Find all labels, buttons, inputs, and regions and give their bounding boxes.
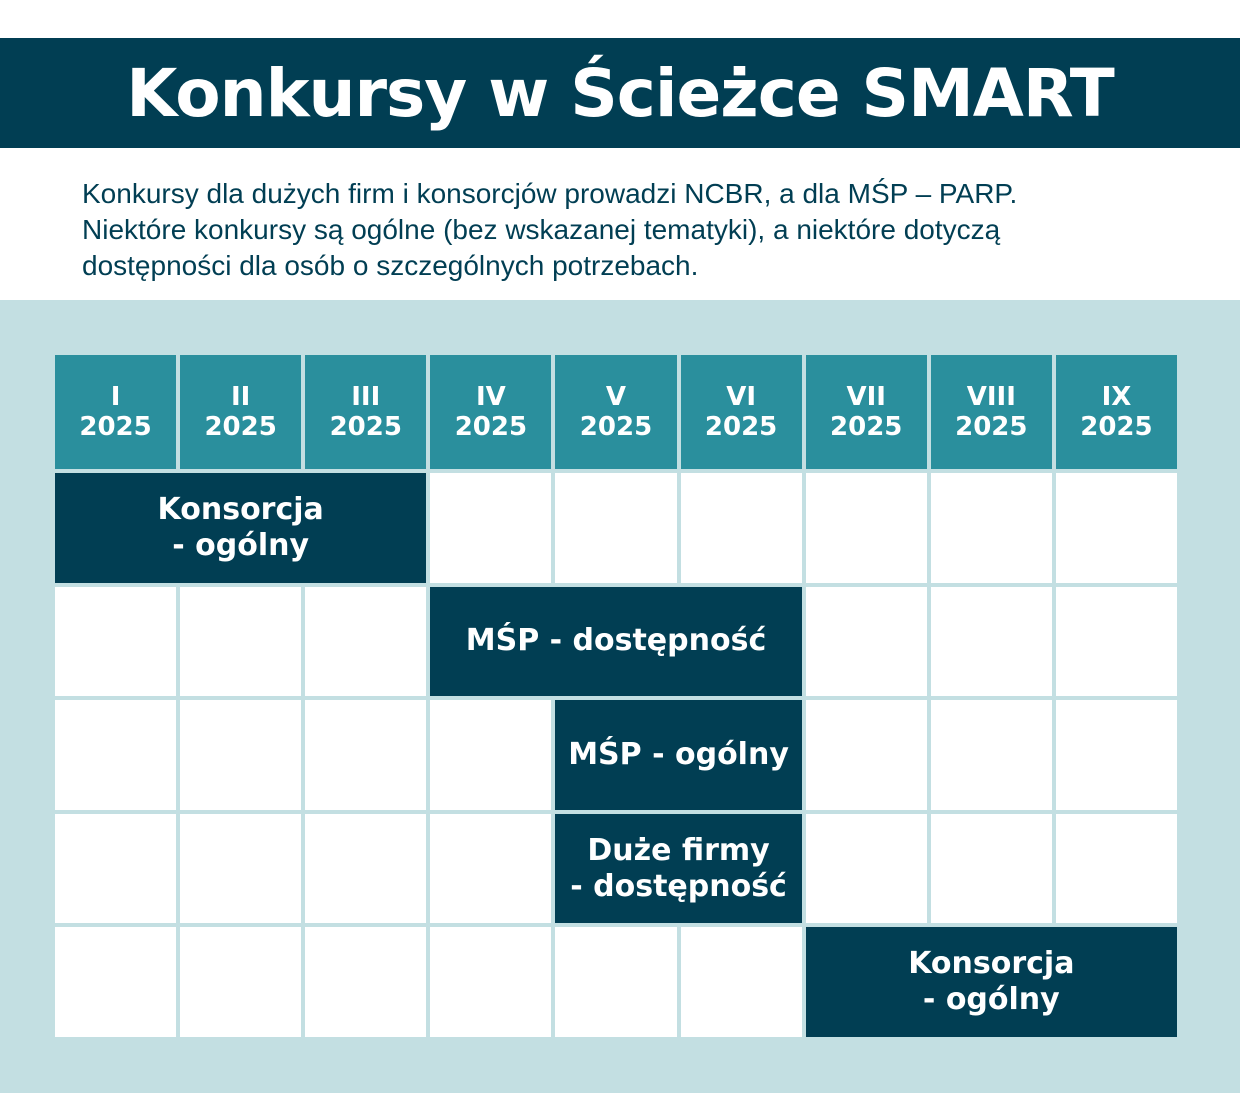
month-label: VI xyxy=(726,382,756,412)
month-label: III xyxy=(351,382,381,412)
empty-cell xyxy=(681,473,802,583)
empty-cell xyxy=(430,927,551,1037)
competition-bar: Konsorcja - ogólny xyxy=(55,473,426,583)
year-label: 2025 xyxy=(329,412,402,442)
empty-cell xyxy=(806,700,927,810)
month-label: I xyxy=(110,382,121,412)
empty-cell xyxy=(180,587,301,697)
subtitle-line-2: Niektóre konkursy są ogólne (bez wskazanej tematyki), a niektóre dotyczą xyxy=(82,214,1001,245)
year-label: 2025 xyxy=(204,412,277,442)
subtitle-line-3: dostępności dla osób o szczególnych potrzebach. xyxy=(82,250,699,281)
month-label: VII xyxy=(846,382,886,412)
empty-cell xyxy=(1056,587,1177,697)
month-header xyxy=(806,355,927,469)
month-label: V xyxy=(605,382,627,412)
year-label: 2025 xyxy=(454,412,528,442)
empty-cell xyxy=(430,700,551,810)
subtitle xyxy=(82,176,1192,284)
empty-cell xyxy=(430,473,551,583)
month-header xyxy=(180,355,301,469)
empty-cell xyxy=(806,814,927,924)
empty-cell xyxy=(806,587,927,697)
year-label: 2025 xyxy=(955,412,1028,442)
month-header xyxy=(55,355,176,469)
empty-cell xyxy=(305,587,426,697)
empty-cell xyxy=(430,814,551,924)
empty-cell xyxy=(931,587,1052,697)
competition-bar: Duże firmy - dostępność xyxy=(555,814,801,924)
competition-bar: Konsorcja - ogólny xyxy=(806,927,1177,1037)
empty-cell xyxy=(555,473,676,583)
empty-cell xyxy=(1056,473,1177,583)
competition-bar: MŚP - ogólny xyxy=(555,700,801,810)
year-label: 2025 xyxy=(704,412,778,442)
year-label: 2025 xyxy=(1080,412,1153,442)
month-header xyxy=(430,355,551,469)
month-label: IV xyxy=(475,382,506,412)
empty-cell xyxy=(555,927,676,1037)
competition-bar: MŚP - dostępność xyxy=(430,587,801,697)
empty-cell xyxy=(55,700,176,810)
empty-cell xyxy=(1056,700,1177,810)
empty-cell xyxy=(55,927,176,1037)
empty-cell xyxy=(180,814,301,924)
month-header xyxy=(931,355,1052,469)
month-header xyxy=(555,355,676,469)
empty-cell xyxy=(931,473,1052,583)
empty-cell xyxy=(180,927,301,1037)
empty-cell xyxy=(305,927,426,1037)
title-bar xyxy=(0,38,1240,148)
year-label: 2025 xyxy=(830,412,903,442)
empty-cell xyxy=(305,814,426,924)
page-title: Konkursy w Ścieżce SMART xyxy=(126,54,1114,132)
schedule-grid xyxy=(55,355,1177,1037)
empty-cell xyxy=(1056,814,1177,924)
month-header xyxy=(681,355,802,469)
subtitle-line-1: Konkursy dla dużych firm i konsorcjów prowadzi NCBR, a dla MŚP – PARP. xyxy=(82,178,1018,209)
empty-cell xyxy=(55,814,176,924)
month-label: IX xyxy=(1101,382,1132,412)
empty-cell xyxy=(931,700,1052,810)
year-label: 2025 xyxy=(79,412,152,442)
empty-cell xyxy=(931,814,1052,924)
month-header xyxy=(1056,355,1177,469)
month-label: II xyxy=(230,382,251,412)
month-header xyxy=(305,355,426,469)
empty-cell xyxy=(681,927,802,1037)
empty-cell xyxy=(806,473,927,583)
empty-cell xyxy=(55,587,176,697)
year-label: 2025 xyxy=(579,412,653,442)
month-label: VIII xyxy=(966,382,1016,412)
empty-cell xyxy=(305,700,426,810)
empty-cell xyxy=(180,700,301,810)
